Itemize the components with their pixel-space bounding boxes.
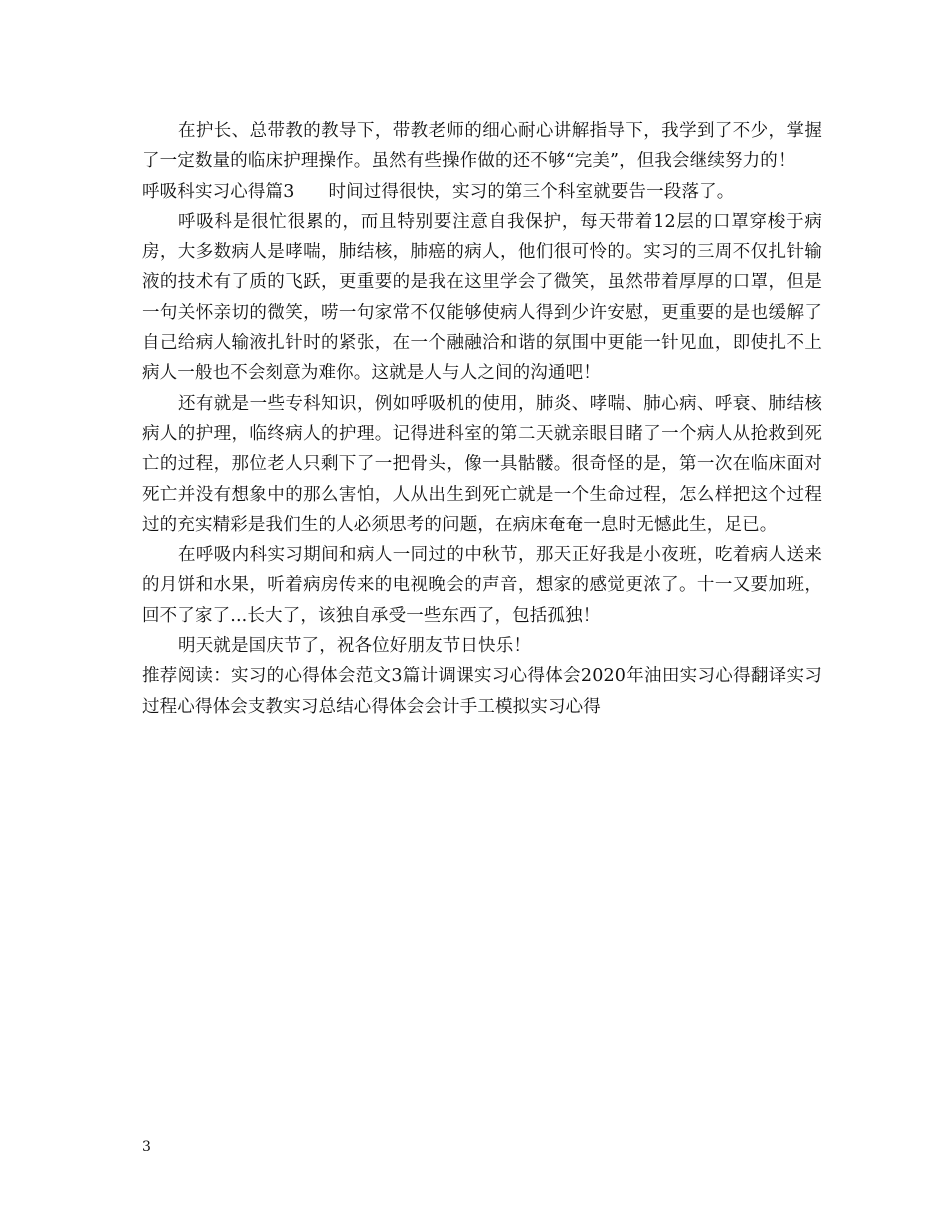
page-number: 3 xyxy=(142,1139,151,1155)
paragraph-respiratory: 呼吸科是很忙很累的，而且特别要注意自我保护，每天带着12层的口罩穿梭于病房，大多数病人是哮喘，肺结核，肺癌的病人，他们很可怜的。实习的三周不仅扎针输液的技术有了质的飞跃，更重要的是我在这里学会了微笑，虽然带着厚厚的口罩，但是一句关怀亲切的微笑，唠一句家常不仅能够使病人得到少许安慰，更重要的是也缓解了自己给病人输液扎针时的紧张，在一个融融洽和谐的氛围中更能一针见血，即使扎不上病人一般也不会刻意为难你。这就是人与人之间的沟通吧！ xyxy=(142,211,822,384)
section-lead-text: 时间过得很快，实习的第三个科室就要告一段落了。 xyxy=(328,181,735,202)
recommended-reading: 推荐阅读：实习的心得体会范文3篇计调课实习心得体会2020年油田实习心得翻译实习过程心得体会支教实习总结心得体会会计手工模拟实习心得 xyxy=(142,666,822,717)
paragraph-national-day: 明天就是国庆节了，祝各位好朋友节日快乐！ xyxy=(178,636,531,657)
section-title: 呼吸科实习心得篇3 xyxy=(142,181,295,202)
section-heading xyxy=(142,177,822,207)
paragraph-mid-autumn: 在呼吸内科实习期间和病人一同过的中秋节，那天正好我是小夜班，吃着病人送来的月饼和水果，听着病房传来的电视晚会的声音，想家的感觉更浓了。十一又要加班，回不了家了...长大了，该独自承受一些东西了，包括孤独！ xyxy=(142,545,822,626)
document-body xyxy=(142,116,822,722)
paragraph-intro: 在护长、总带教的教导下，带教老师的细心耐心讲解指导下，我学到了不少，掌握了一定数量的临床护理操作。虽然有些操作做的还不够“完美”，但我会继续努力的！ xyxy=(142,121,822,172)
paragraph-specialty: 还有就是一些专科知识，例如呼吸机的使用，肺炎、哮喘、肺心病、呼衰、肺结核病人的护理，临终病人的护理。记得进科室的第二天就亲眼目睹了一个病人从抢救到死亡的过程，那位老人只剩下了一把骨头，像一具骷髅。很奇怪的是，第一次在临床面对死亡并没有想象中的那么害怕，人从出生到死亡就是一个生命过程，怎么样把这个过程过的充实精彩是我们生的人必须思考的问题，在病床奄奄一息时无憾此生，足已。 xyxy=(142,393,822,535)
